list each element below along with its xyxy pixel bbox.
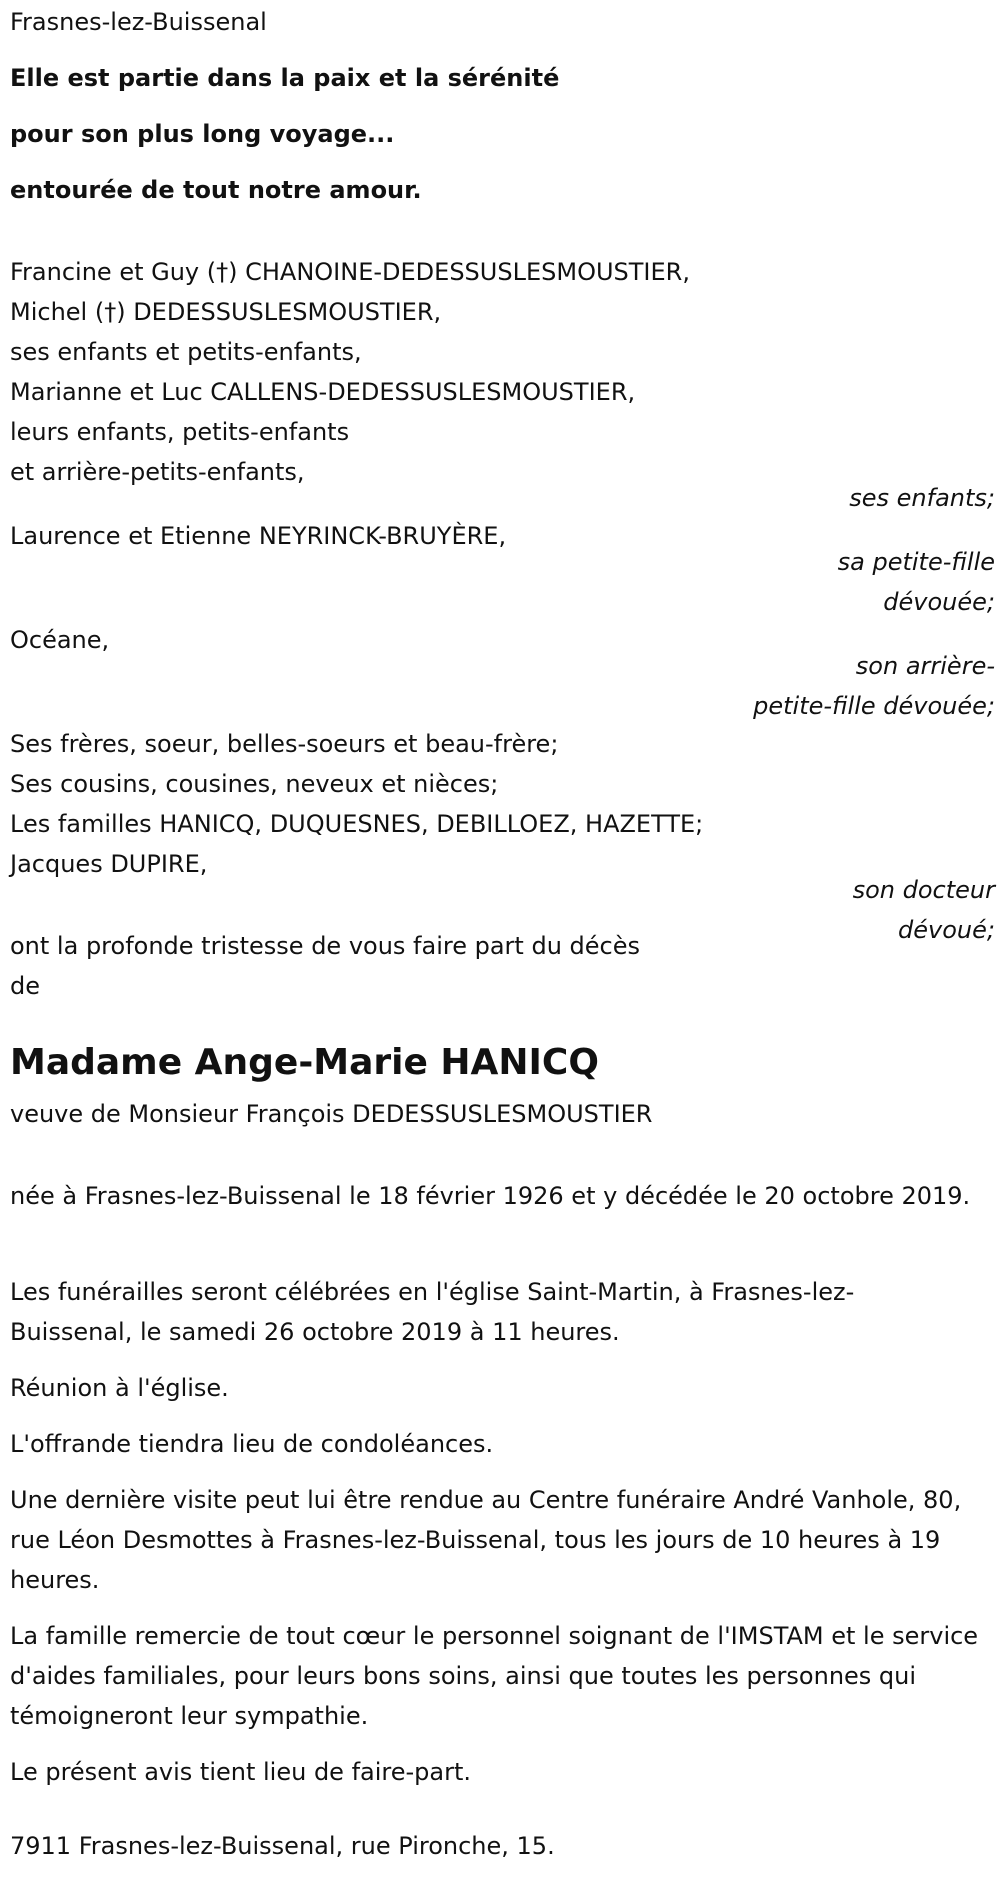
children-role: ses enfants; (849, 484, 995, 512)
granddaughter-role-1: sa petite-fille (837, 548, 995, 576)
granddaughter-role-2: dévouée; (883, 588, 995, 616)
others-line-2: Ses cousins, cousines, neveux et nièces; (10, 770, 499, 798)
meeting-paragraph: Réunion à l'église. (10, 1374, 229, 1402)
children-line-1: Francine et Guy (†) CHANOINE-DEDESSUSLESMOUSTIER, (10, 258, 690, 286)
children-line-3: ses enfants et petits-enfants, (10, 338, 362, 366)
great-granddaughter-role-1: son arrière- (855, 652, 995, 680)
verse-line-3: entourée de tout notre amour. (10, 176, 422, 204)
offering-paragraph: L'offrande tiendra lieu de condoléances. (10, 1430, 494, 1458)
doctor-role-1: son docteur (852, 876, 995, 904)
widow-of: veuve de Monsieur François DEDESSUSLESMOUSTIER (10, 1100, 653, 1128)
granddaughter-name: Laurence et Etienne NEYRINCK-BRUYÈRE, (10, 522, 507, 550)
location-header: Frasnes-lez-Buissenal (10, 8, 267, 36)
visit-paragraph: Une dernière visite peut lui être rendue au Centre funéraire André Vanhole, 80, rue Léon Desmottes à Frasnes-lez-Buissenal, tous les jours de 10 heures à 19 heures. (10, 1486, 962, 1594)
verse-line-2: pour son plus long voyage... (10, 120, 395, 148)
doctor-role-2: dévoué; (898, 916, 995, 944)
notice-paragraph: Le présent avis tient lieu de faire-part. (10, 1758, 472, 1786)
deceased-name: Madame Ange-Marie HANICQ (10, 1042, 599, 1083)
thanks-paragraph: La famille remercie de tout cœur le personnel soignant de l'IMSTAM et le service d'aides familiales, pour leurs bons soins, ainsi que toutes les personnes qui témoigneront leur sympathie. (10, 1622, 979, 1730)
verse-line-1: Elle est partie dans la paix et la sérénité (10, 64, 560, 92)
funeral-paragraph: Les funérailles seront célébrées en l'église Saint-Martin, à Frasnes-lez-Buissenal, le samedi 26 octobre 2019 à 11 heures. (10, 1278, 855, 1346)
great-granddaughter-name: Océane, (10, 626, 110, 654)
others-line-3: Les familles HANICQ, DUQUESNES, DEBILLOEZ, HAZETTE; (10, 810, 704, 838)
others-line-1: Ses frères, soeur, belles-soeurs et beau-frère; (10, 730, 559, 758)
birth-death-paragraph: née à Frasnes-lez-Buissenal le 18 février 1926 et y décédée le 20 octobre 2019. (10, 1182, 971, 1210)
children-line-6: et arrière-petits-enfants, (10, 458, 305, 486)
children-line-2: Michel (†) DEDESSUSLESMOUSTIER, (10, 298, 442, 326)
address: 7911 Frasnes-lez-Buissenal, rue Pironche, 15. (10, 1832, 555, 1860)
announcement-line-1: ont la profonde tristesse de vous faire part du décès (10, 932, 640, 960)
others-line-4: Jacques DUPIRE, (10, 850, 208, 878)
announcement-line-2: de (10, 972, 40, 1000)
children-line-4: Marianne et Luc CALLENS-DEDESSUSLESMOUSTIER, (10, 378, 636, 406)
children-line-5: leurs enfants, petits-enfants (10, 418, 350, 446)
great-granddaughter-role-2: petite-fille dévouée; (753, 692, 995, 720)
